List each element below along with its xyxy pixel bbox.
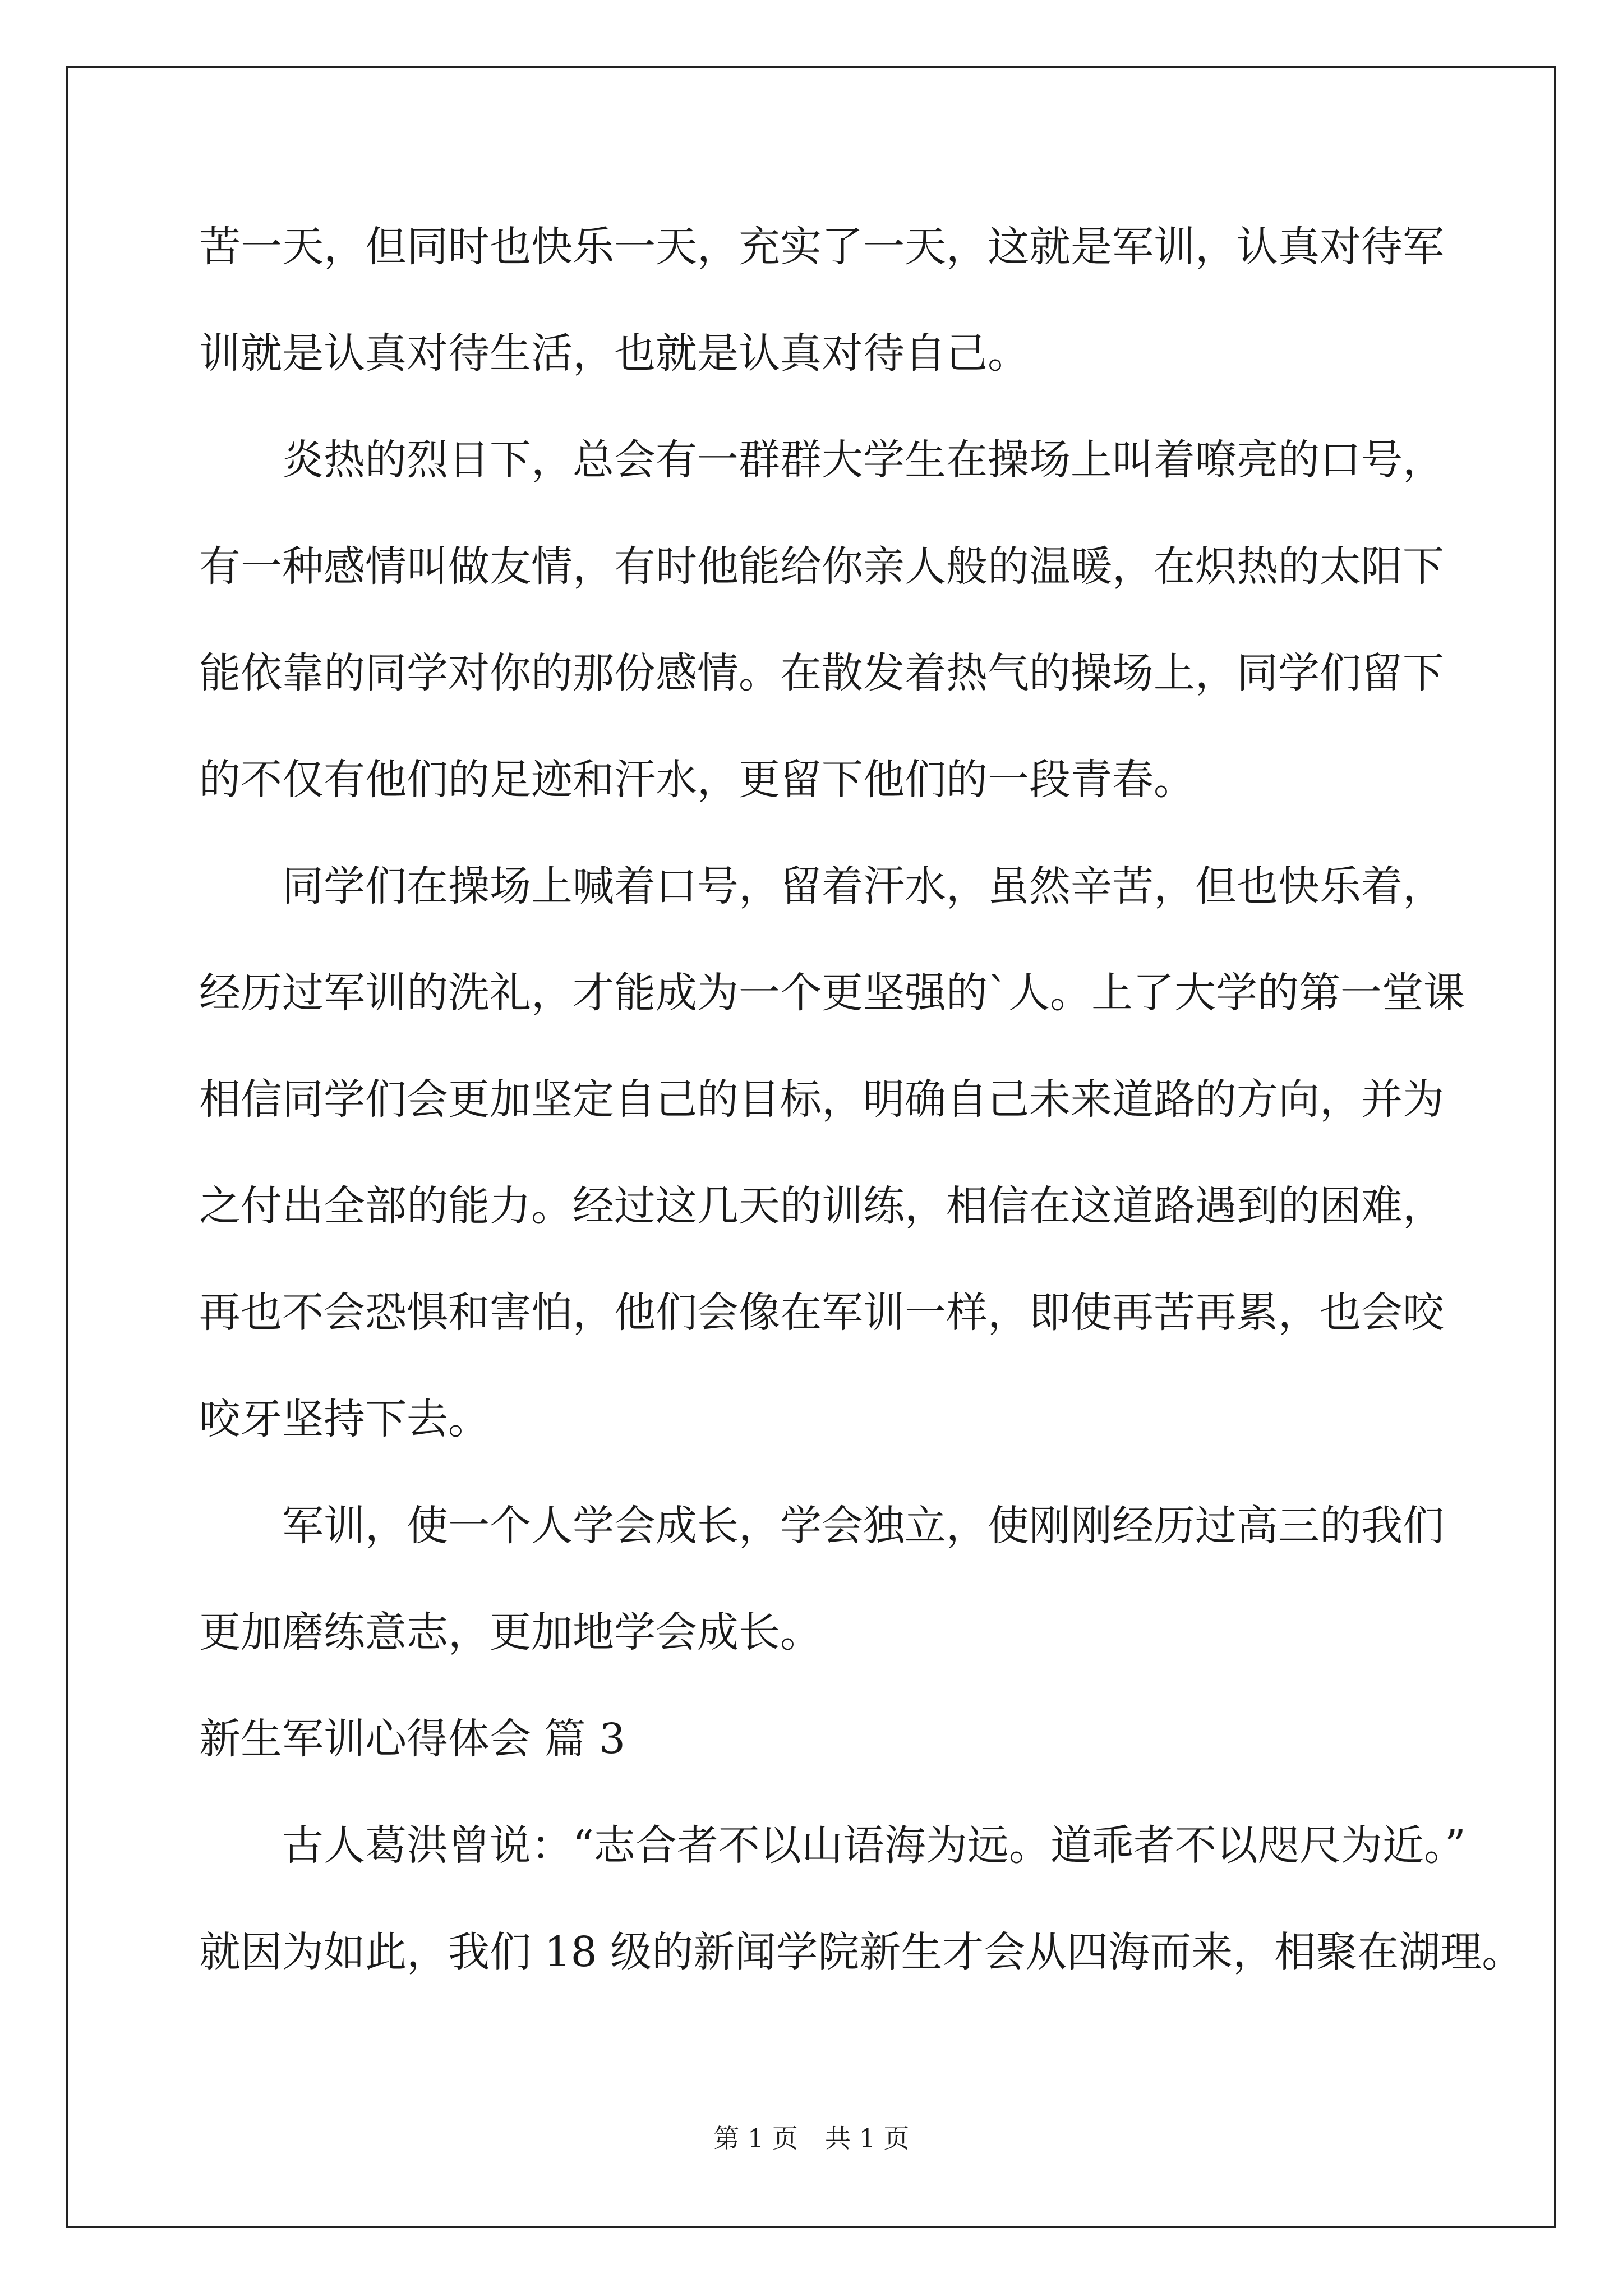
text-line: 的不仅有他们的足迹和汗水，更留下他们的一段青春。 (199, 756, 1195, 804)
document-body (199, 209, 1524, 2021)
text-line: 经历过军训的洗礼，才能成为一个更坚强的`人。上了大学的第一堂课 (199, 969, 1465, 1017)
text-line: 之付出全部的能力。经过这几天的训练，相信在这道路遇到的困难， (199, 1182, 1444, 1230)
paragraph-start: 炎热的烈日下，总会有一群群大学生在操场上叫着嘹亮的口号， (282, 436, 1444, 484)
page-footer (0, 2118, 1623, 2155)
page-count: 共 1 页 (825, 2123, 910, 2154)
text-line: 训就是认真对待生活，也就是认真对待自己。 (199, 329, 1029, 378)
paragraph-start: 军训，使一个人学会成长，学会独立，使刚刚经历过高三的我们 (282, 1502, 1444, 1550)
text-line: 相信同学们会更加坚定自己的目标，明确自己未来道路的方向，并为 (199, 1075, 1444, 1124)
paragraph-start: 古人葛洪曾说：“志合者不以山语海为远。道乖者不以咫尺为近。” (282, 1821, 1466, 1870)
text-line: 能依靠的同学对你的那份感情。在散发着热气的操场上，同学们留下 (199, 649, 1444, 697)
text-line: 再也不会恐惧和害怕，他们会像在军训一样，即使再苦再累，也会咬 (199, 1289, 1444, 1337)
text-line: 有一种感情叫做友情，有时他能给你亲人般的温暖，在炽热的太阳下 (199, 542, 1444, 591)
text-line: 苦一天，但同时也快乐一天，充实了一天，这就是军训，认真对待军 (199, 223, 1444, 271)
text-line: 就因为如此，我们 18 级的新闻学院新生才会从四海而来，相聚在湖理。 (199, 1928, 1524, 1976)
text-line: 咬牙坚持下去。 (199, 1395, 490, 1443)
section-heading: 新生军训心得体会 篇 3 (199, 1715, 626, 1763)
page-number: 第 1 页 (713, 2123, 798, 2154)
paragraph-start: 同学们在操场上喊着口号，留着汗水，虽然辛苦，但也快乐着， (282, 862, 1444, 910)
text-line: 更加磨练意志，更加地学会成长。 (199, 1608, 822, 1657)
